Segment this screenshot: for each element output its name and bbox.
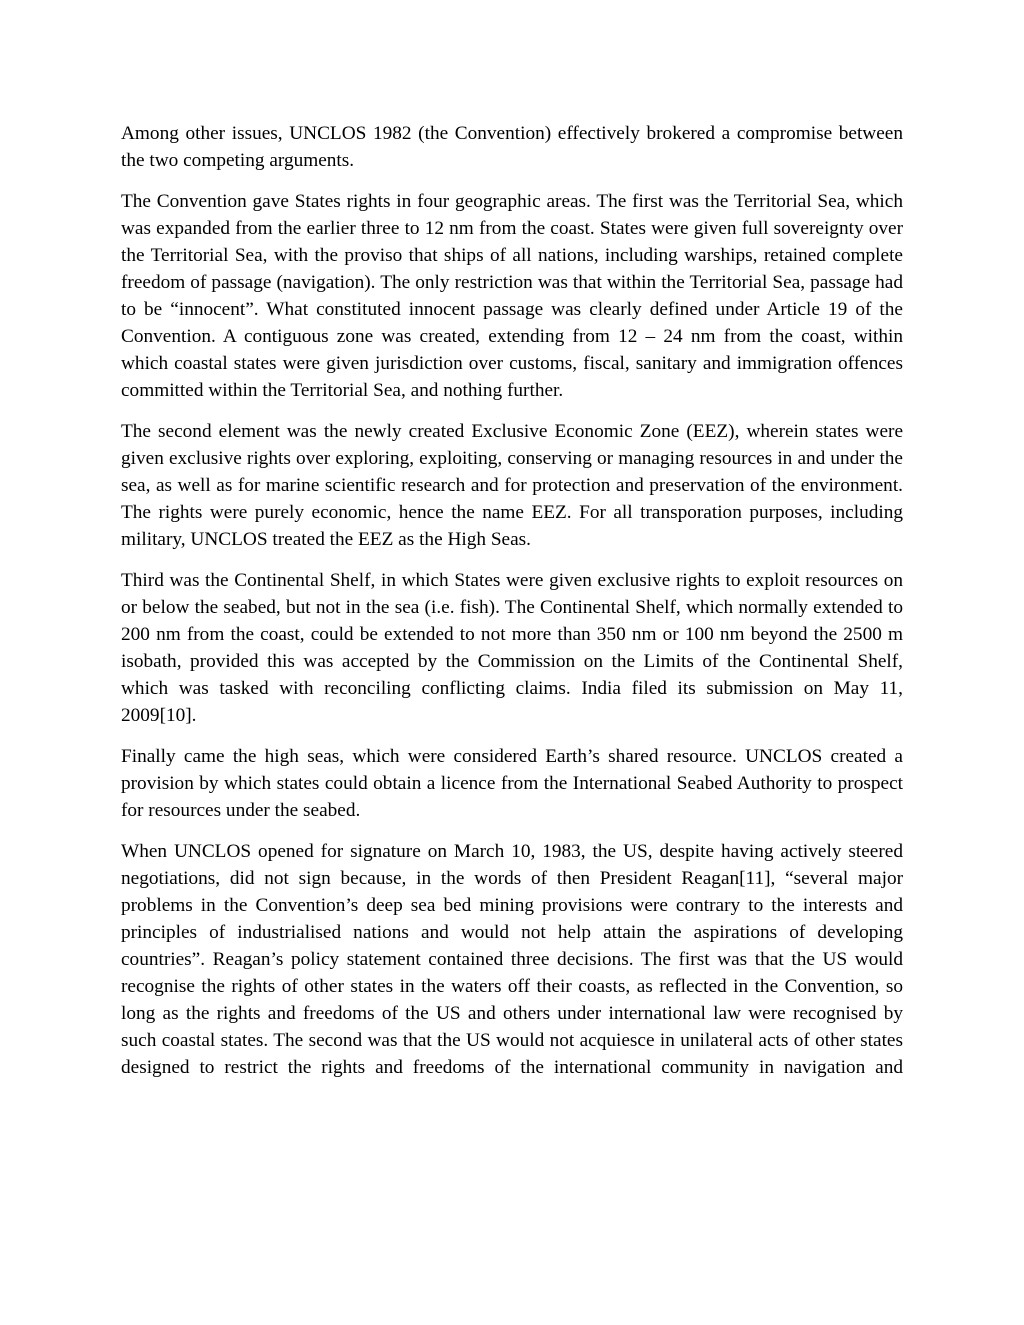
document-body (121, 120, 903, 1095)
paragraph-eez: The second element was the newly created Exclusive Economic Zone (EEZ), wherein states were given exclusive rights over exploring, exploiting, conserving or managing resources in and under the sea, as well as for marine scientific research and for protection and preservation of the environment. The rights were purely economic, hence the name EEZ. For all transporation purposes, including military, UNCLOS treated the EEZ as the High Seas. (121, 421, 903, 550)
paragraph-us-signature: When UNCLOS opened for signature on March 10, 1983, the US, despite having actively steered negotiations, did not sign because, in the words of then President Reagan[11], “several major problems in the Convention’s deep sea bed mining provisions were contrary to the interests and principles of industrialised nations and would not help attain the aspirations of developing countries”. Reagan’s policy statement contained three decisions. The first was that the US would recognise the rights of other states in the waters off their coasts, as reflected in the Convention, so long as the rights and freedoms of the US and others under international law were recognised by such coastal states. The second was that the US would not acquiesce in unilateral acts of other states designed to restrict the rights and freedoms of the international community in navigation and (121, 841, 903, 1078)
paragraph-unclos-compromise: Among other issues, UNCLOS 1982 (the Convention) effectively brokered a compromise between the two competing arguments. (121, 123, 903, 171)
paragraph-high-seas: Finally came the high seas, which were considered Earth’s shared resource. UNCLOS created a provision by which states could obtain a licence from the International Seabed Authority to prospect for resources under the seabed. (121, 746, 903, 821)
paragraph-continental-shelf: Third was the Continental Shelf, in which States were given exclusive rights to exploit resources on or below the seabed, but not in the sea (i.e. fish). The Continental Shelf, which normally extended to 200 nm from the coast, could be extended to not more than 350 nm or 100 nm beyond the 2500 m isobath, provided this was accepted by the Commission on the Limits of the Continental Shelf, which was tasked with reconciling conflicting claims. India filed its submission on May 11, 2009[10]. (121, 570, 903, 726)
paragraph-territorial-sea: The Convention gave States rights in four geographic areas. The first was the Territorial Sea, which was expanded from the earlier three to 12 nm from the coast. States were given full sovereignty over the Territorial Sea, with the proviso that ships of all nations, including warships, retained complete freedom of passage (navigation). The only restriction was that within the Territorial Sea, passage had to be “innocent”. What constituted innocent passage was clearly defined under Article 19 of the Convention. A contiguous zone was created, extending from 12 – 24 nm from the coast, within which coastal states were given jurisdiction over customs, fiscal, sanitary and immigration offences committed within the Territorial Sea, and nothing further. (121, 191, 903, 401)
